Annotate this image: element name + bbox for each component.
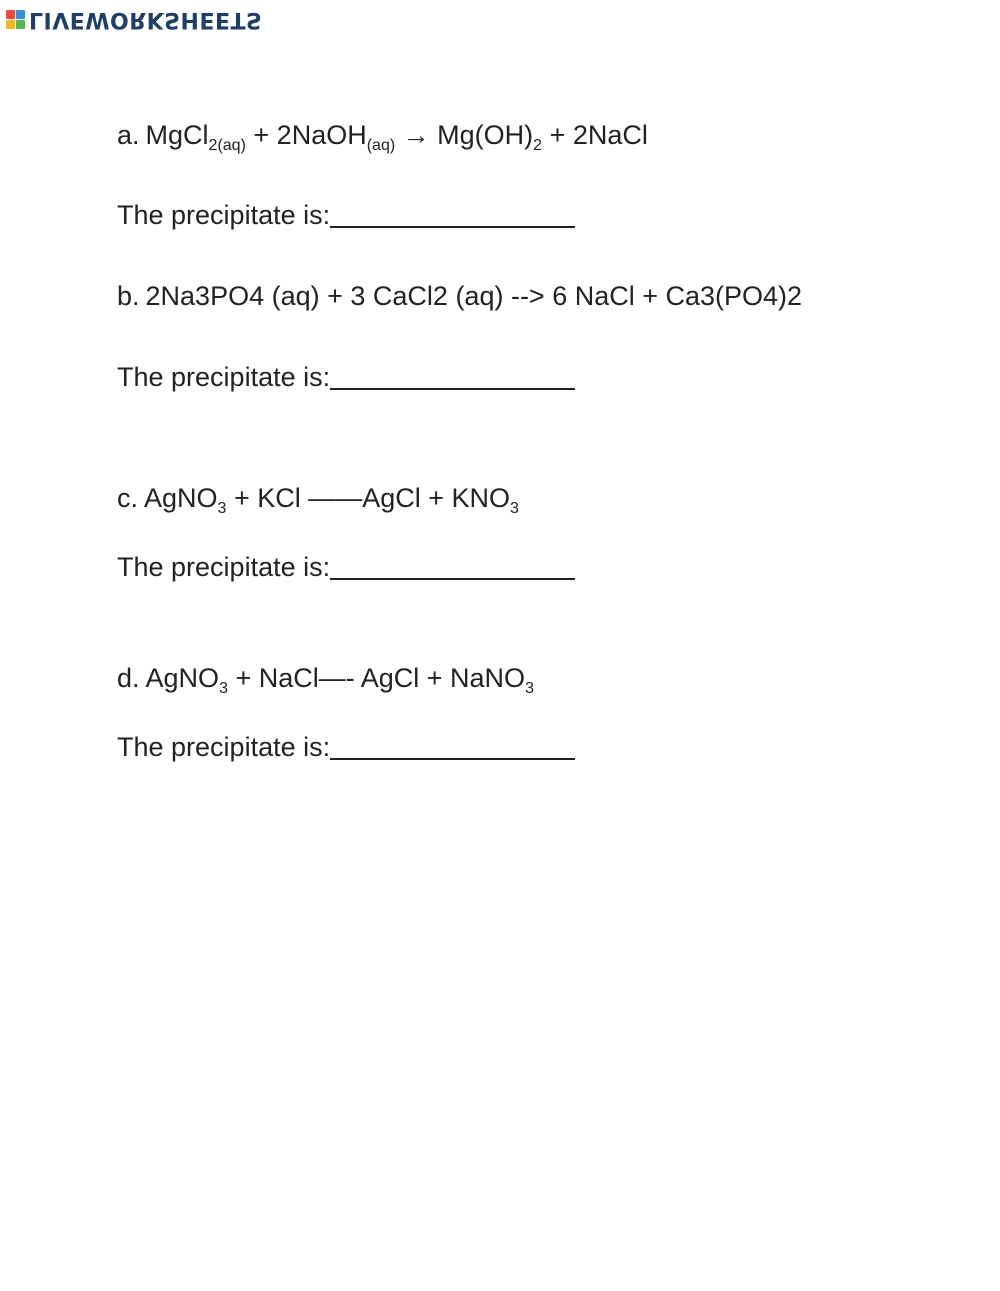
- equation-text: AgNO: [144, 483, 218, 513]
- question-c-equation: [117, 482, 519, 517]
- answer-input-d[interactable]: [330, 734, 575, 760]
- question-b-answer-row: [117, 361, 575, 393]
- question-label: d.: [117, 663, 140, 693]
- equation-text: AgNO: [145, 663, 220, 693]
- question-a-answer-row: [117, 199, 575, 231]
- answer-input-a[interactable]: [330, 202, 575, 228]
- equation-text: MgCl: [145, 120, 209, 150]
- logo-block-yellow: [6, 20, 15, 29]
- equation-text: + NaCl—- AgCl + NaNO: [227, 663, 526, 693]
- logo-block-red: [6, 10, 15, 19]
- equation-subscript: 3: [217, 500, 227, 517]
- equation-text: + 2NaCl: [542, 120, 648, 150]
- equation-text: + KCl ——AgCl + KNO: [226, 483, 511, 513]
- equation-text: 2Na3PO4 (aq) + 3 CaCl2 (aq) --> 6 NaCl + Ca3(PO4)2: [145, 281, 803, 311]
- question-d-equation: [117, 662, 534, 697]
- question-label: c.: [117, 483, 139, 513]
- equation-text: + 2NaOH: [245, 120, 367, 150]
- logo-blocks-icon: [6, 10, 25, 29]
- logo-block-green: [16, 20, 25, 29]
- liveworksheets-logo: [6, 6, 262, 32]
- answer-input-c[interactable]: [330, 554, 575, 580]
- equation-subscript: 3: [219, 680, 228, 697]
- equation-subscript: 2: [533, 137, 543, 154]
- logo-text: LIVEWORKSHEETS: [29, 7, 263, 32]
- equation-text: → Mg(OH): [395, 120, 534, 150]
- question-b-equation: [117, 280, 802, 312]
- equation-subscript: 3: [510, 500, 519, 517]
- answer-prompt: The precipitate is:: [117, 732, 331, 762]
- equation-subscript: (aq): [366, 137, 396, 154]
- question-c-answer-row: [117, 551, 575, 583]
- answer-prompt: The precipitate is:: [117, 200, 331, 230]
- equation-subscript: 3: [525, 680, 534, 697]
- question-label: a.: [117, 120, 140, 150]
- question-label: b.: [117, 281, 140, 311]
- question-d-answer-row: [117, 731, 575, 763]
- logo-block-blue: [16, 10, 25, 19]
- question-a-equation: [117, 119, 648, 154]
- answer-prompt: The precipitate is:: [117, 552, 331, 582]
- equation-subscript: 2(aq): [208, 137, 246, 154]
- answer-input-b[interactable]: [330, 364, 575, 390]
- answer-prompt: The precipitate is:: [117, 362, 331, 392]
